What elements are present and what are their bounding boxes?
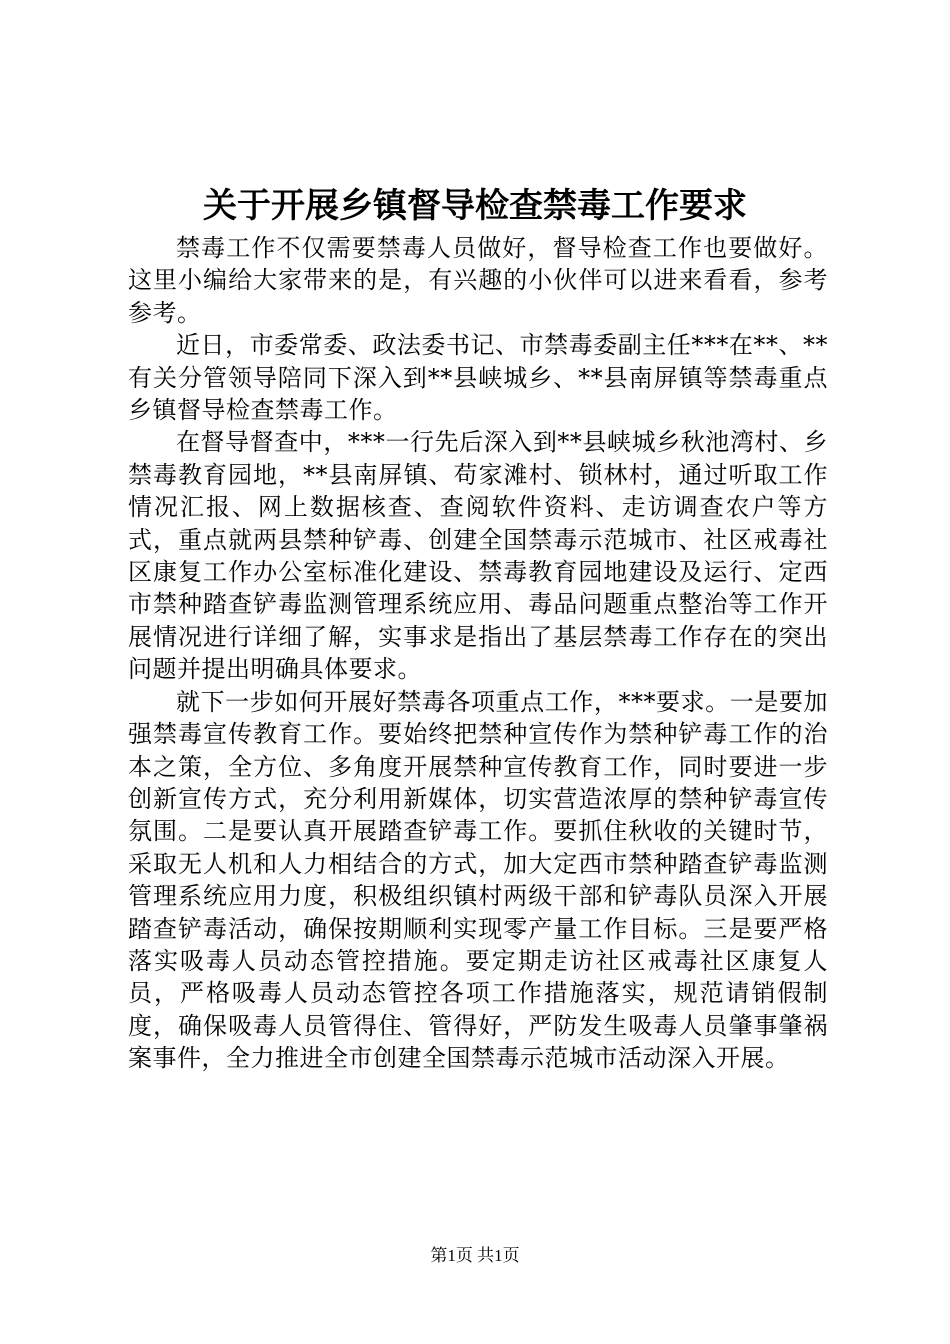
document-title: 关于开展乡镇督导检查禁毒工作要求 xyxy=(203,186,747,226)
page-footer: 第1页 共1页 xyxy=(430,1246,520,1265)
paragraph-inspection-details: 在督导督查中，***一行先后深入到**县峡城乡秋池湾村、乡禁毒教育园地，**县南屏镇、苟家滩村、锁林村，通过听取工作情况汇报、网上数据核查、查阅软件资料、走访调查农户等方式，重点就两县禁种铲毒、创建全国禁毒示范城市、社区戒毒社区康复工作办公室标准化建设、禁毒教育园地建设及运行、定西市禁种踏查铲毒监测管理系统应用、毒品问题重点整治等工作开展情况进行详细了解，实事求是指出了基层禁毒工作存在的突出问题并提出明确具体要求。 xyxy=(128,428,828,684)
paragraph-inspection-visit: 近日，市委常委、政法委书记、市禁毒委副主任***在**、**有关分管领导陪同下深入到**县峡城乡、**县南屏镇等禁毒重点乡镇督导检查禁毒工作。 xyxy=(128,331,828,425)
document-body xyxy=(128,232,828,1075)
paragraph-intro: 禁毒工作不仅需要禁毒人员做好，督导检查工作也要做好。这里小编给大家带来的是，有兴趣的小伙伴可以进来看看，参考参考。 xyxy=(128,234,828,327)
paragraph-requirements: 就下一步如何开展好禁毒各项重点工作，***要求。一是要加强禁毒宣传教育工作。要始终把禁种宣传作为禁种铲毒工作的治本之策，全方位、多角度开展禁种宣传教育工作，同时要进一步创新宣传方式，充分利用新媒体，切实营造浓厚的禁种铲毒宣传氛围。二是要认真开展踏查铲毒工作。要抓住秋收的关键时节，采取无人机和人力相结合的方式，加大定西市禁种踏查铲毒监测管理系统应用力度，积极组织镇村两级干部和铲毒队员深入开展踏查铲毒活动，确保按期顺利实现零产量工作目标。三是要严格落实吸毒人员动态管控措施。要定期走访社区戒毒社区康复人员，严格吸毒人员动态管控各项工作措施落实，规范请销假制度，确保吸毒人员管得住、管得好，严防发生吸毒人员肇事肇祸案事件，全力推进全市创建全国禁毒示范城市活动深入开展。 xyxy=(128,687,828,1073)
